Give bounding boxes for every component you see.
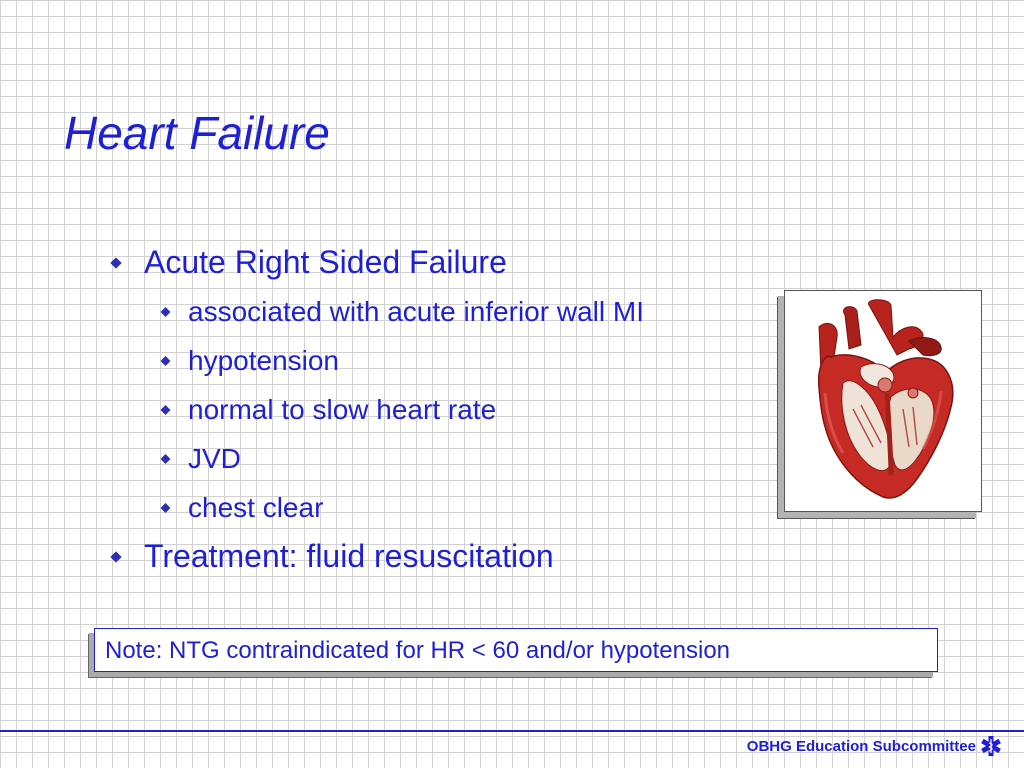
sub-bullet-item [104, 483, 784, 532]
sub-bullet-text: associated with acute inferior wall MI [188, 296, 644, 327]
bullet-item [104, 238, 784, 287]
heart-anatomy-icon [791, 297, 975, 505]
diamond-bullet-icon [161, 503, 171, 513]
footer-text: OBHG Education Subcommittee [746, 737, 976, 755]
diamond-bullet-icon [161, 405, 171, 415]
sub-bullet-text: hypotension [188, 345, 340, 376]
sub-bullet-item [104, 434, 784, 483]
diamond-bullet-icon [161, 356, 171, 366]
footer [747, 734, 1002, 758]
note-box [94, 628, 938, 672]
sub-bullet-text: normal to slow heart rate [188, 394, 497, 425]
sub-bullet-item [104, 287, 784, 336]
note-text: Note: NTG contraindicated for HR < 60 and/or hypotension [105, 637, 731, 664]
star-of-life-icon [980, 735, 1002, 757]
slide-title: Heart Failure [64, 107, 330, 159]
bullet-text: Treatment: fluid resuscitation [144, 538, 554, 574]
bullet-item [104, 532, 784, 581]
diamond-bullet-icon [161, 307, 171, 317]
footer-divider [0, 730, 1024, 732]
sub-bullet-item [104, 336, 784, 385]
bullet-text: Acute Right Sided Failure [144, 244, 507, 280]
sub-bullet-text: chest clear [188, 492, 324, 523]
sub-bullet-item [104, 385, 784, 434]
diamond-bullet-icon [110, 257, 121, 268]
sub-bullet-text: JVD [188, 443, 241, 474]
diamond-bullet-icon [110, 551, 121, 562]
heart-image-frame [784, 290, 982, 512]
diamond-bullet-icon [161, 454, 171, 464]
bullet-list [104, 238, 784, 581]
